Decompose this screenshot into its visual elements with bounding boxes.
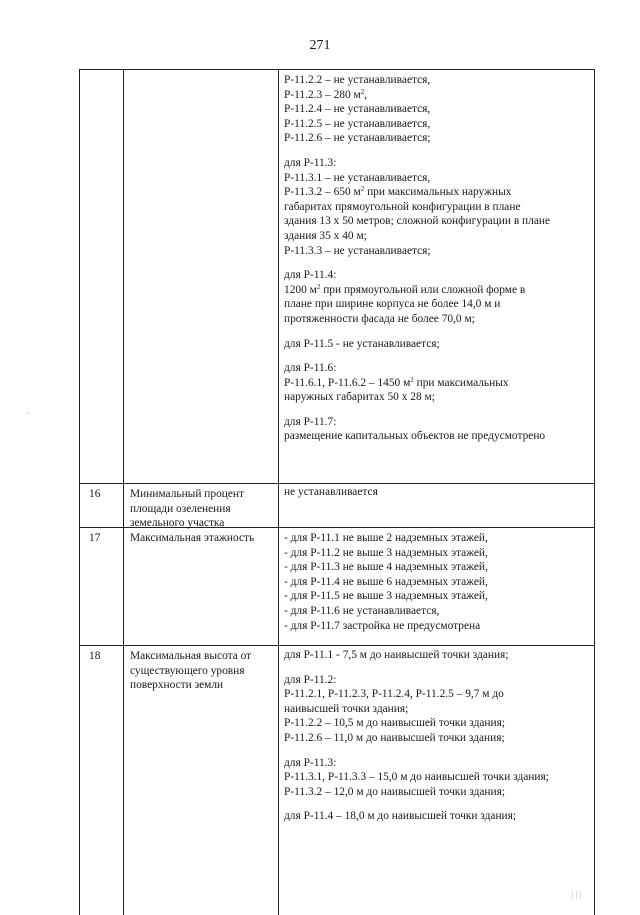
top-block-line: Р-11.6.1, Р-11.6.2 – 1450 $м^2$ при максимальных bbox=[284, 375, 509, 389]
top-block-line: Р-11.3.2 – 650 $м^2$ при максимальных наружных bbox=[284, 185, 512, 199]
top-block-line: для Р-11.6: bbox=[284, 362, 337, 375]
row-16-name-line: земельного участка bbox=[130, 517, 225, 530]
top-block-line bbox=[284, 146, 550, 156]
row-divider-18 bbox=[79, 645, 595, 646]
row-18-value-line: для Р-11.1 - 7,5 м до наивысшей точки здания; bbox=[284, 649, 509, 661]
row-17-value-line: - для Р-11.2 не выше 3 надземных этажей, bbox=[284, 546, 488, 559]
row-18-value-line: Р-11.2.6 – 11,0 м до наивысшей точки здания; bbox=[284, 731, 505, 744]
top-block-line bbox=[284, 351, 550, 361]
row-18-value-line: для Р-11.2: bbox=[284, 673, 337, 686]
top-block-line: Р-11.2.2 – не устанавливается, bbox=[284, 74, 431, 86]
top-block-line: здания 35 х 40 м; bbox=[284, 229, 367, 242]
row-18-value bbox=[284, 648, 549, 824]
row-17-number: 17 bbox=[89, 532, 101, 544]
row-18-value-line: Р-11.2.2 – 10,5 м до наивысшей точки здания; bbox=[284, 717, 506, 730]
row-18-value-line bbox=[284, 746, 549, 756]
top-block-line bbox=[284, 258, 550, 268]
row-18-name bbox=[130, 649, 251, 693]
row-18-name-line: существующего уровня bbox=[130, 664, 245, 677]
top-block-line: для Р-11.5 - не устанавливается; bbox=[284, 337, 440, 350]
top-block-line: Р-11.3.3 – не устанавливается; bbox=[284, 244, 431, 257]
row-17-value-line: - для Р-11.1 не выше 2 надземных этажей, bbox=[284, 532, 488, 544]
top-block-line: здания 13 х 50 метров; сложной конфигурации в плане bbox=[284, 215, 551, 228]
table-column-divider-1 bbox=[123, 69, 124, 915]
row-18-value-line bbox=[284, 799, 549, 809]
row-17-value-line: - для Р-11.6 не устанавливается, bbox=[284, 604, 440, 617]
footer-mark-right: | | | bbox=[572, 890, 581, 899]
row-18-name-line: Максимальная высота от bbox=[130, 650, 252, 662]
top-block-line: габаритах прямоугольной конфигурации в плане bbox=[284, 200, 521, 213]
top-block-line: для Р-11.7: bbox=[284, 415, 337, 428]
top-block-value bbox=[284, 73, 550, 444]
top-block-line bbox=[284, 327, 550, 337]
top-block-line: для Р-11.3: bbox=[284, 156, 337, 169]
table-border-right bbox=[594, 69, 595, 915]
page-number: 271 bbox=[309, 38, 331, 53]
row-16-name bbox=[130, 487, 244, 531]
row-18-value-line: для Р-11.3: bbox=[284, 756, 337, 769]
top-block-line bbox=[284, 405, 550, 415]
top-block-line: Р-11.2.6 – не устанавливается; bbox=[284, 132, 431, 145]
top-block-line: Р-11.2.3 – 280 $м^2$, bbox=[284, 87, 368, 101]
row-divider-16 bbox=[79, 483, 595, 484]
row-18-value-line: наивысшей точки здания; bbox=[284, 702, 409, 715]
row-17-value-line: - для Р-11.5 не выше 3 надземных этажей, bbox=[284, 590, 488, 603]
top-block-line: 1200 $м^2$ при прямоугольной или сложной форме в bbox=[284, 282, 526, 296]
top-block-line: для Р-11.4: bbox=[284, 269, 337, 282]
row-18-value-line: Р-11.2.1, Р-11.2.3, Р-11.2.4, Р-11.2.5 – 9,7 м до bbox=[284, 688, 504, 701]
row-18-value-line bbox=[284, 663, 549, 673]
table-column-divider-2 bbox=[278, 69, 279, 915]
table-border-left bbox=[79, 69, 80, 915]
top-block-line: наружных габаритах 50 х 28 м; bbox=[284, 391, 435, 404]
row-18-number: 18 bbox=[89, 650, 101, 662]
row-16-value bbox=[284, 485, 378, 500]
margin-mark: · bbox=[26, 408, 29, 418]
row-17-value-line: - для Р-11.7 застройка не предусмотрена bbox=[284, 619, 481, 632]
table-border-top bbox=[79, 69, 595, 70]
top-block-line: Р-11.3.1 – не устанавливается, bbox=[284, 171, 431, 184]
top-block-line: плане при ширине корпуса не более 14,0 м и bbox=[284, 298, 501, 311]
row-18-name-line: поверхности земли bbox=[130, 679, 224, 692]
row-16-number: 16 bbox=[89, 488, 101, 500]
top-block-line: размещение капитальных объектов не предусмотрено bbox=[284, 430, 546, 443]
row-18-value-line: Р-11.3.1, Р-11.3.3 – 15,0 м до наивысшей точки здания; bbox=[284, 771, 549, 784]
regulations-table bbox=[79, 69, 595, 915]
row-16-name-line: площади озеленения bbox=[130, 502, 231, 515]
row-17-value bbox=[284, 531, 488, 633]
row-17-value-line: - для Р-11.3 не выше 4 надземных этажей, bbox=[284, 561, 488, 574]
top-block-line: Р-11.2.5 – не устанавливается, bbox=[284, 117, 431, 130]
row-17-name-line: Максимальная этажность bbox=[130, 532, 255, 544]
row-17-name bbox=[130, 531, 254, 546]
row-16-value-line: не устанавливается bbox=[284, 486, 378, 498]
row-18-value-line: для Р-11.4 – 18,0 м до наивысшей точки здания; bbox=[284, 810, 517, 823]
row-17-value-line: - для Р-11.4 не выше 6 надземных этажей, bbox=[284, 575, 488, 588]
top-block-line: протяженности фасада не более 70,0 м; bbox=[284, 312, 475, 325]
row-16-name-line: Минимальный процент bbox=[130, 488, 244, 500]
top-block-line: Р-11.2.4 – не устанавливается, bbox=[284, 103, 431, 116]
row-18-value-line: Р-11.3.2 – 12,0 м до наивысшей точки здания; bbox=[284, 785, 506, 798]
